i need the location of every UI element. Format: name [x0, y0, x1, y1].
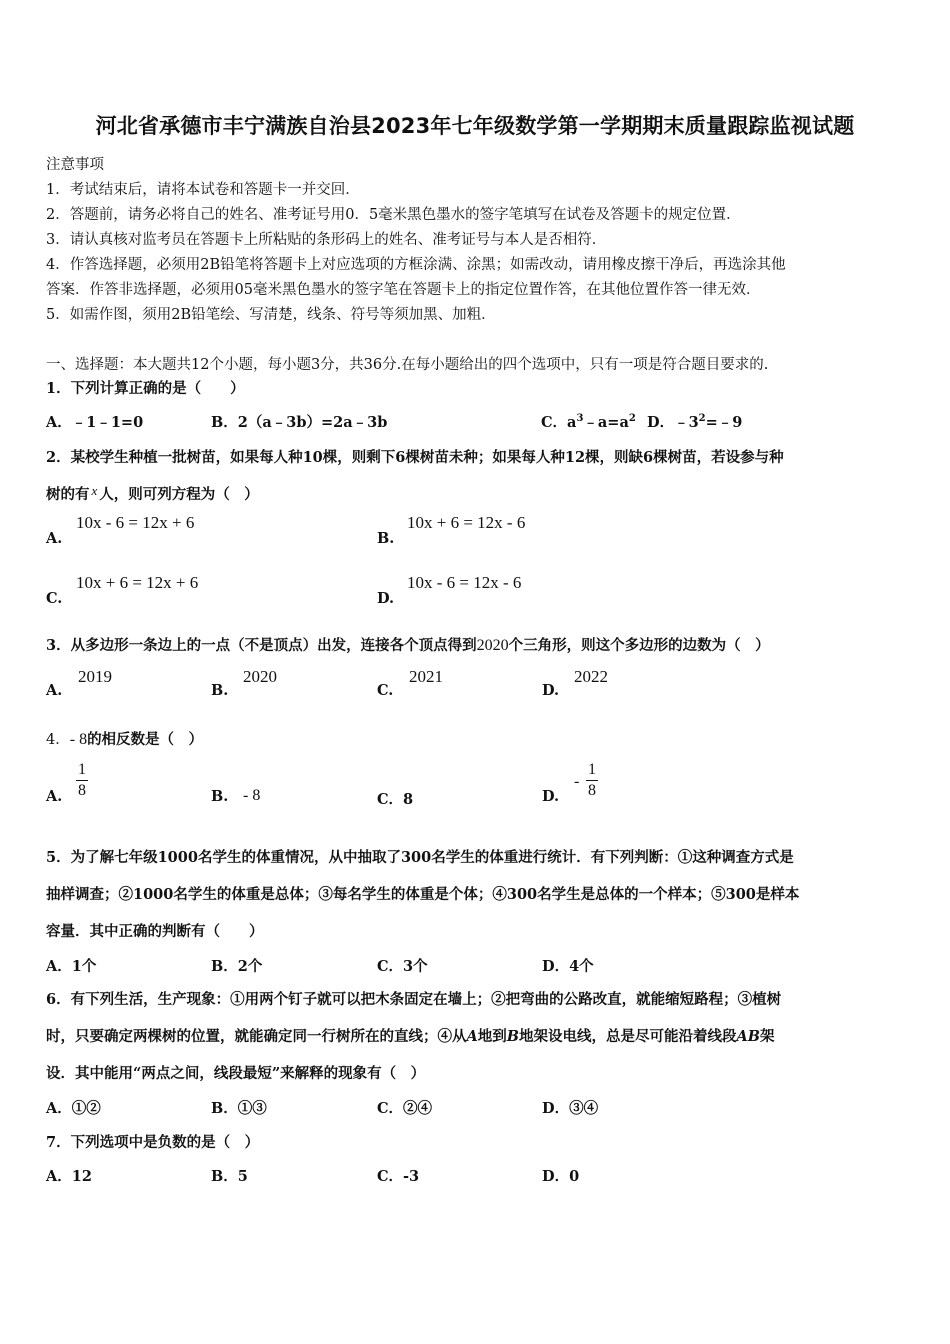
- q4-option-b: - 8: [243, 787, 261, 804]
- notes-item: 3．请认真核对监考员在答题卡上所粘贴的条形码上的姓名、准考证号与本人是否相符．: [46, 232, 607, 248]
- q7-option-b: B．5: [211, 1168, 248, 1185]
- q1-d-pre: D．﹣3: [647, 414, 699, 431]
- q2-label-d: D.: [377, 590, 395, 607]
- q6-option-a: A．①②: [46, 1100, 101, 1117]
- q3-label-a: A.: [46, 682, 63, 699]
- q1-stem: 1．下列计算正确的是（ ）: [46, 380, 245, 397]
- q6-line2-c: 地架设电线，总是尽可能沿着线段: [519, 1028, 737, 1045]
- q3-stem-post: 个三角形，则这个多边形的边数为（ ）: [508, 637, 770, 654]
- q5-option-a: A．1个: [46, 958, 97, 975]
- q3-label-b: B.: [211, 682, 229, 699]
- q2-line2-pre: 树的有: [46, 486, 90, 503]
- q1-option-b: B．2（a﹣3b）=2a﹣3b: [211, 414, 388, 431]
- q1-d-exp: 2: [698, 413, 706, 425]
- q6-segment-ab: AB: [736, 1028, 761, 1045]
- q5-option-b: B．2个: [211, 958, 263, 975]
- q4-stem-post: 的相反数是（ ）: [87, 731, 204, 748]
- q4-label-d: D.: [542, 788, 560, 805]
- q6-stem-line3: 设．其中能用“两点之间，线段最短”来解释的现象有（ ）: [46, 1065, 426, 1082]
- q7-option-d: D．0: [542, 1168, 580, 1185]
- fraction-bar: [76, 780, 88, 781]
- q4-option-c: C．8: [377, 791, 414, 808]
- notes-item: 2．答题前，请务必将自己的姓名、准考证号用0．5毫米黑色墨水的签字笔填写在试卷及答题卡的规定位置．: [46, 207, 741, 223]
- notes-item: 4．作答选择题，必须用2B铅笔将答题卡上对应选项的方框涂满、涂黑；如需改动，请用橡皮擦干净后，再选涂其他: [46, 257, 786, 273]
- fraction-denominator: 8: [588, 782, 596, 799]
- q4-label-b: B.: [211, 788, 229, 805]
- notes-item: 1．考试结束后，请将本试卷和答题卡一并交回．: [46, 182, 360, 198]
- q1-option-c: [541, 411, 636, 432]
- q6-stem-line1: 6．有下列生活，生产现象：①用两个钉子就可以把木条固定在墙上；②把弯曲的公路改直，就能缩短路程；③植树: [46, 991, 782, 1008]
- q4-option-d-sign: -: [574, 773, 580, 790]
- q1-d-post: =﹣9: [705, 414, 743, 431]
- notes-item: 答案．作答非选择题，必须用05毫米黑色墨水的签字笔在答题卡上的指定位置作答，在其他位置作答一律无效．: [46, 282, 761, 298]
- q4-label-a: A.: [46, 788, 63, 805]
- q6-line2-b: 地到: [477, 1028, 507, 1045]
- q5-stem-line3: 容量．其中正确的判断有（ ）: [46, 923, 264, 940]
- q6-stem-line2: [46, 1025, 775, 1046]
- notes-item: 5．如需作图，须用2B铅笔绘、写清楚，线条、符号等须加黑、加粗．: [46, 307, 496, 323]
- q1-c-exp2: 2: [628, 413, 636, 425]
- q3-stem: [46, 634, 770, 655]
- q1-c-pre: C．a: [541, 414, 577, 431]
- q3-stem-number: 2020: [476, 637, 509, 654]
- q3-label-d: D.: [542, 682, 560, 699]
- q6-line2-a: 时，只要确定两棵树的位置，就能确定同一行树所在的直线；④从: [46, 1028, 467, 1045]
- q3-stem-pre: 3．从多边形一条边上的一点（不是顶点）出发，连接各个顶点得到: [46, 637, 477, 654]
- q5-option-d: D．4个: [542, 958, 594, 975]
- q1-c-exp1: 3: [576, 413, 584, 425]
- q2-label-a: A.: [46, 530, 63, 547]
- q3-option-b: 2020: [243, 667, 277, 686]
- q2-stem-line2: [46, 483, 259, 504]
- q4-stem: 4．- 8的相反数是（ ）: [46, 731, 204, 748]
- q2-option-a: 10x - 6 = 12x + 6: [76, 513, 195, 532]
- q3-option-a: 2019: [78, 667, 112, 686]
- q3-option-c: 2021: [409, 667, 443, 686]
- q2-stem-line1: 2．某校学生种植一批树苗，如果每人种10棵，则剩下6棵树苗未种；如果每人种12棵，则缺6棵树苗，若设参与种: [46, 449, 784, 466]
- q6-option-c: C．②④: [377, 1100, 433, 1117]
- q2-variable: x: [91, 483, 98, 498]
- q5-stem-line1: 5．为了解七年级1000名学生的体重情况，从中抽取了300名学生的体重进行统计．有下列判断：①这种调查方式是: [46, 849, 794, 866]
- q1-option-d: [647, 411, 742, 432]
- q6-option-b: B．①③: [211, 1100, 267, 1117]
- q2-label-b: B.: [377, 530, 395, 547]
- fraction-numerator: 1: [588, 761, 596, 778]
- q4-option-a-fraction: [76, 761, 88, 800]
- q5-option-c: C．3个: [377, 958, 428, 975]
- page-title: 河北省承德市丰宁满族自治县2023年七年级数学第一学期期末质量跟踪监视试题: [95, 114, 855, 138]
- q6-option-d: D．③④: [542, 1100, 599, 1117]
- q5-stem-line2: 抽样调查；②1000名学生的体重是总体；③每名学生的体重是个体；④300名学生是总体的一个样本；⑤300是样本: [46, 886, 800, 903]
- notes-heading: 注意事项: [46, 157, 104, 173]
- q2-option-c: 10x + 6 = 12x + 6: [76, 573, 199, 592]
- q4-option-d-fraction: [586, 761, 598, 800]
- q2-line2-post: 人，则可列方程为（ ）: [99, 486, 259, 503]
- q3-label-c: C.: [377, 682, 394, 699]
- q6-line2-d: 架: [760, 1028, 775, 1045]
- fraction-numerator: 1: [78, 761, 86, 778]
- fraction-denominator: 8: [78, 782, 86, 799]
- q2-option-b: 10x + 6 = 12x - 6: [407, 513, 526, 532]
- q6-point-a: A: [466, 1028, 478, 1045]
- q7-option-c: C．-3: [377, 1168, 420, 1185]
- q7-option-a: A．12: [46, 1168, 92, 1185]
- q1-c-mid: ﹣a=a: [583, 414, 629, 431]
- fraction-bar: [586, 780, 598, 781]
- q1-option-a: A．﹣1﹣1=0: [46, 414, 144, 431]
- q7-stem: 7．下列选项中是负数的是（ ）: [46, 1134, 260, 1151]
- q4-stem-number: - 8: [69, 731, 88, 748]
- q6-point-b: B: [506, 1028, 520, 1045]
- section-heading: 一、选择题：本大题共12个小题，每小题3分，共36分.在每小题给出的四个选项中，只有一项是符合题目要求的.: [46, 357, 769, 373]
- q2-option-d: 10x - 6 = 12x - 6: [407, 573, 522, 592]
- q3-option-d: 2022: [574, 667, 608, 686]
- q2-label-c: C.: [46, 590, 63, 607]
